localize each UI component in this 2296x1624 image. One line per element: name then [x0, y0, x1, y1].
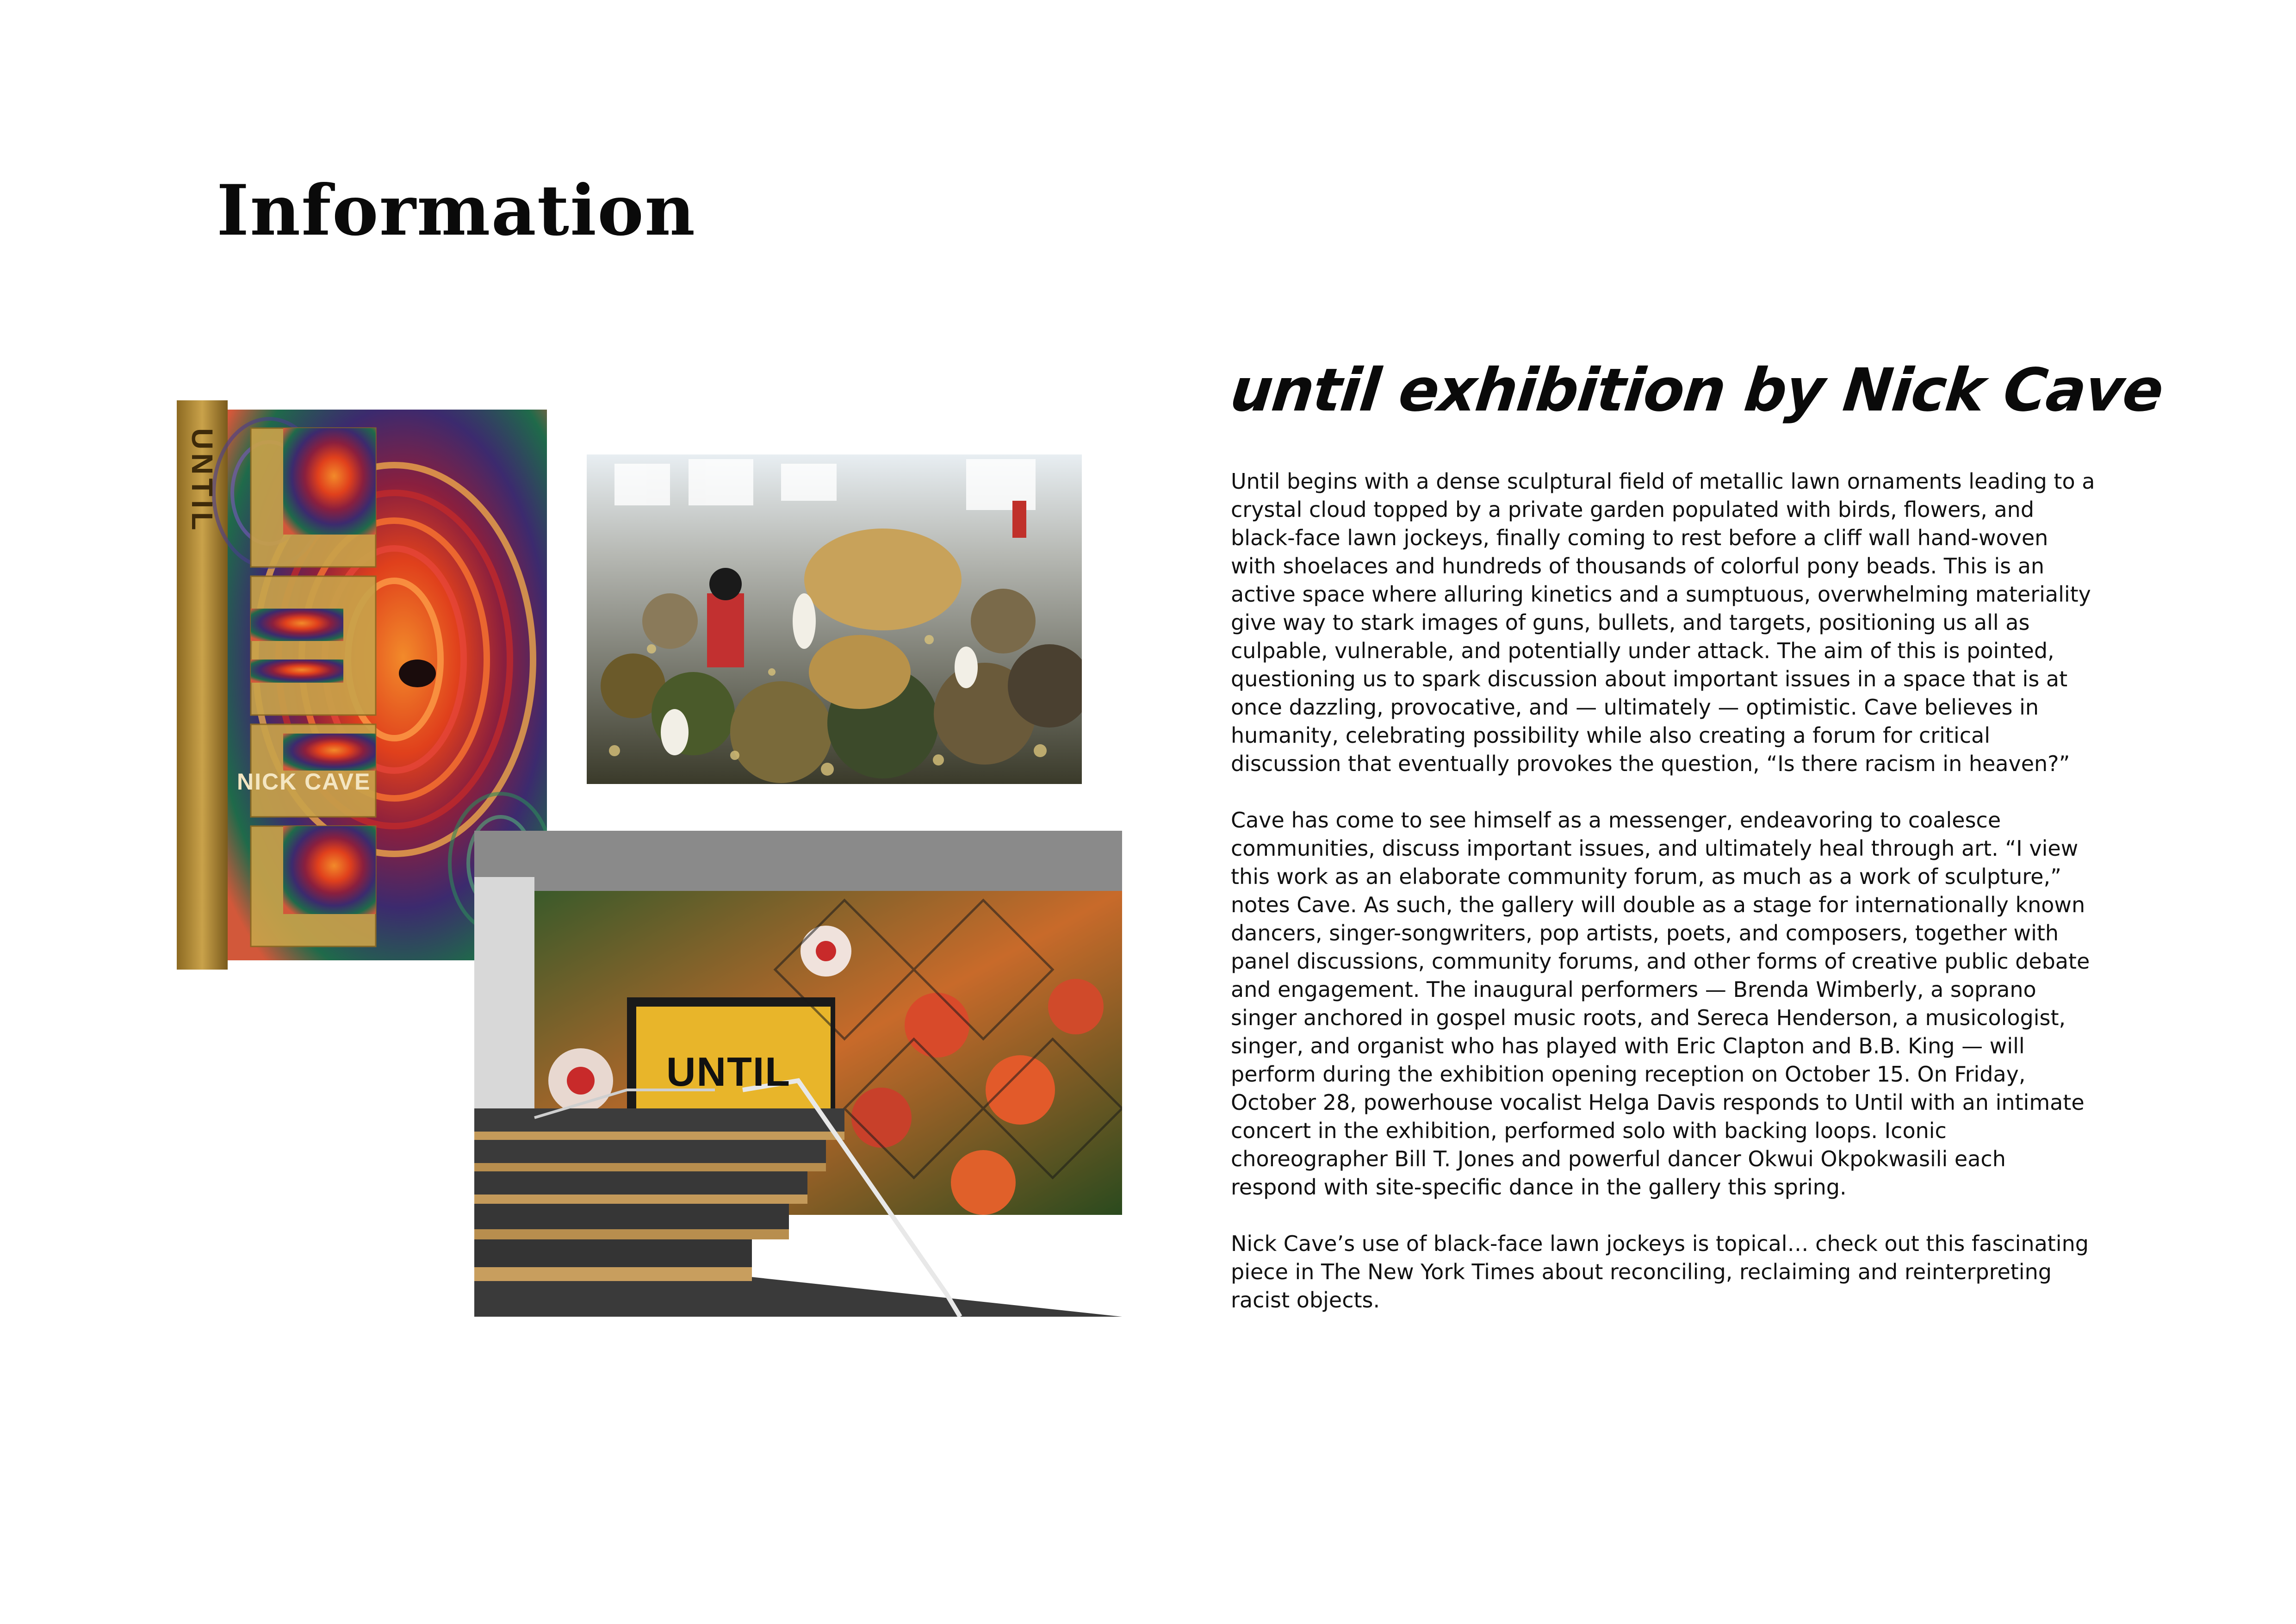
- book-spine-title: UNTIL: [186, 428, 219, 534]
- article-paragraph: Until begins with a dense sculptural field of metallic lawn ornaments leading to a crystal cloud topped by a private garden populated with birds, flowers, and black-face lawn jockeys, finally coming to rest before a cliff wall hand-woven with shoelaces and hundreds of thousands of colorful pony beads. This is an active space where alluring kinetics and a sumptuous, overwhelming materiality give way to stark images of guns, bullets, and targets, positioning us all as culpable, vulnerable, and potentially under attack. The aim of this is pointed, questioning us to spark discussion about important issues in a space that is at once dazzling, provocative, and — ultimately — optimistic. Cave believes in humanity, celebrating possibility while also creating a forum for critical discussion that eventually provokes the question, “Is there racism in heaven?”: [1231, 469, 2095, 776]
- installation-photo: [587, 454, 1082, 784]
- book-author-label: NICK CAVE: [237, 769, 371, 795]
- gallery-wall-sign: UNTIL: [666, 1049, 791, 1095]
- article-heading: until exhibition by Nick Cave: [1227, 356, 2166, 425]
- article-body: [1231, 467, 2096, 1343]
- article-paragraph: Cave has come to see himself as a messenger, endeavoring to coalesce communities, discuss important issues, and ultimately heal through art. “I view this work as an elaborate community forum, as much as a work of sculpture,” notes Cave. As such, the gallery will double as a stage for internationally known dancers, singer-songwriters, pop artists, poets, and composers, together with panel discussions, community forums, and other forms of creative public debate and engagement. The inaugural performers — Brenda Wimberly, a soprano singer anchored in gospel music roots, and Sereca Henderson, a musicologist, singer, and organist who has played with Eric Clapton and B.B. King — will perform during the exhibition opening reception on October 15. On Friday, October 28, powerhouse vocalist Helga Davis responds to Until with an intimate concert in the exhibition, performed solo with backing loops. Iconic choreographer Bill T. Jones and powerful dancer Okwui Okpokwasili each respond with site-specific dance in the gallery this spring.: [1231, 808, 2090, 1200]
- article-paragraph: Nick Cave’s use of black-face lawn jockeys is topical… check out this fascinating piece in The New York Times about reconciling, reclaiming and reinterpreting racist objects.: [1231, 1231, 2089, 1313]
- gallery-stairs-photo: [474, 831, 1122, 1317]
- page-title: Information: [217, 170, 696, 251]
